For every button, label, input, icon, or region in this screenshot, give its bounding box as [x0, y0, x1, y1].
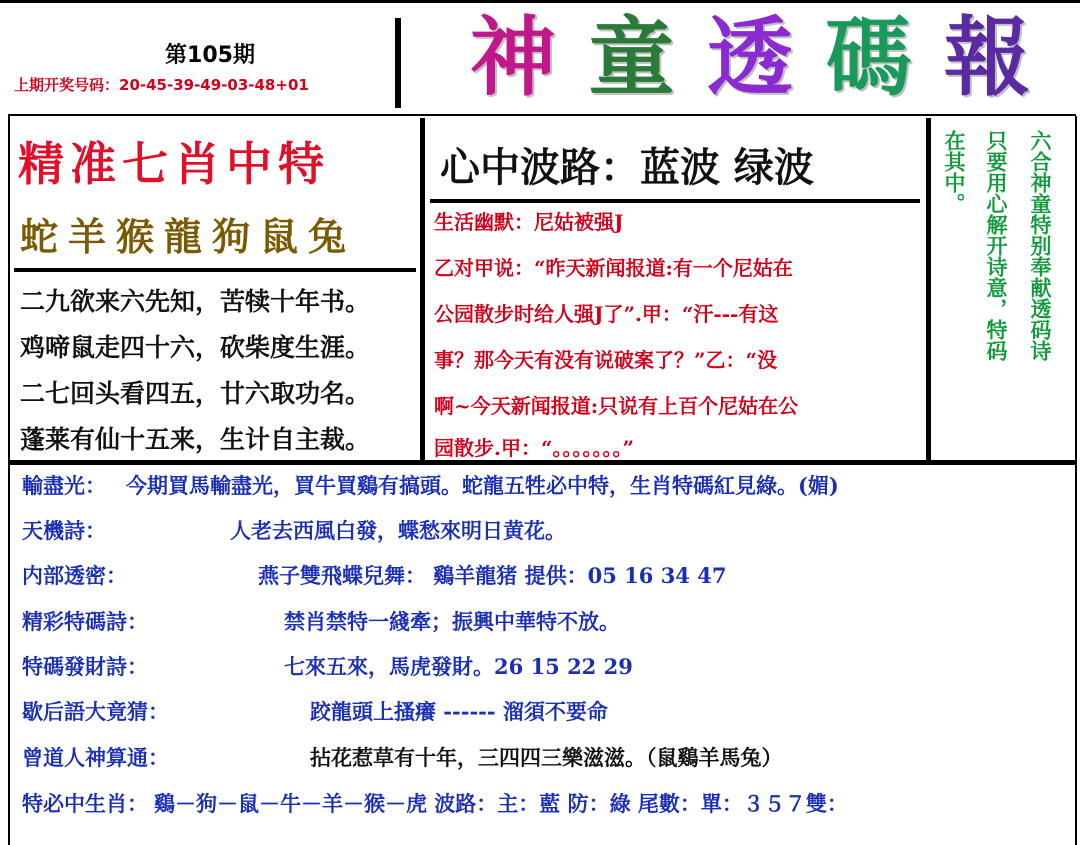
banner-char: 童 [588, 8, 675, 108]
zodiac-list: 蛇羊猴龍狗鼠兔 [20, 215, 357, 259]
row-label: 歇后語大竟猜： [22, 699, 169, 724]
right-border [1075, 116, 1077, 845]
info-row [22, 651, 633, 681]
bottom-left-border [8, 462, 10, 845]
row-value: 人老去西風白發，蝶愁來明日黄花。 [230, 518, 566, 543]
poem-line: 二九欲来六先知，苦犊十年书。 [20, 287, 371, 316]
row-value: 燕子雙飛蝶兒舞： 鷄羊龍猪 提供：05 16 34 47 [258, 563, 727, 588]
poem-line: 鸡啼鼠走四十六，砍柴度生涯。 [20, 333, 371, 362]
row-value: 拈花惹草有十年，三四四三樂滋滋。（鼠鷄羊馬兔） [310, 745, 783, 770]
panel1-divider [420, 118, 425, 460]
side-column: 在其中。 [942, 130, 967, 214]
info-row [22, 560, 727, 590]
row-label: 天機詩： [22, 518, 106, 543]
info-row [22, 696, 608, 726]
side-column: 六合神童特别奉献透码诗 [1028, 130, 1053, 361]
info-row [22, 788, 848, 818]
wave-title-rule [430, 199, 920, 203]
banner-char: 報 [944, 8, 1030, 108]
last-draw-numbers: 上期开奖号码：20-45-39-49-03-48+01 [14, 76, 309, 94]
banner-char: 神 [470, 8, 556, 108]
row-label: 特碼發財詩： [22, 654, 148, 679]
banner-char: 碼 [825, 8, 912, 108]
header-divider [395, 18, 401, 108]
joke-line: 园散步.甲：“。。。。。。。” [434, 436, 634, 460]
joke-line: 乙对甲说：“昨天新闻报道:有一个尼姑在 [434, 256, 793, 280]
row-value: 鷄－狗－鼠－牛－羊－猴－虎 波路：主：藍 防：綠 尾數：單：３５７雙： [154, 791, 848, 816]
poem-line: 蓬莱有仙十五来，生计自主裁。 [20, 425, 371, 454]
newspaper-banner-title [470, 8, 1030, 108]
row-value: 今期買馬輸盡光，買牛買鷄有搞頭。蛇龍五牲必中特，生肖特碼紅見綠。(媚) [126, 473, 839, 498]
row-label: 特必中生肖： [22, 791, 148, 816]
row-label: 内部透密： [22, 563, 127, 588]
issue-number: 第105期 [165, 43, 255, 68]
row-label: 精彩特碼詩： [22, 609, 148, 634]
info-row [22, 742, 783, 772]
joke-line: 事？那今天有没有说破案了？”乙：“没 [434, 348, 778, 372]
panel2-divider [926, 118, 931, 460]
top-border [0, 0, 1080, 3]
row-label: 曾道人神算通： [22, 745, 169, 770]
row-value: 跤龍頭上搔癢 ------ 溜須不要命 [310, 699, 608, 724]
info-row [22, 515, 566, 545]
row-label: 輸盡光： [22, 473, 106, 498]
seven-zodiac-title: 精准七肖中特 [18, 137, 330, 191]
wave-title: 心中波路：蓝波 绿波 [440, 145, 814, 191]
side-column: 只要用心解开诗意，特码 [984, 130, 1009, 361]
joke-line: 啊~今天新闻报道:只说有上百个尼姑在公 [434, 394, 799, 418]
joke-line: 公园散步时给人强J了”.甲：“汗---有这 [434, 302, 779, 326]
header-bottom-rule [8, 114, 1076, 116]
banner-char: 透 [707, 8, 793, 108]
row-value: 七來五來，馬虎發財。26 15 22 29 [284, 654, 633, 679]
poem-line: 二七回头看四五，廿六取功名。 [20, 379, 371, 408]
zodiac-rule [14, 268, 416, 272]
joke-line: 生活幽默：尼姑被强J [434, 210, 624, 234]
info-row [22, 470, 839, 500]
panel1-left-border [8, 116, 10, 461]
row-value: 禁肖禁特一綫牽；振興中華特不放。 [284, 609, 620, 634]
info-row [22, 606, 620, 636]
